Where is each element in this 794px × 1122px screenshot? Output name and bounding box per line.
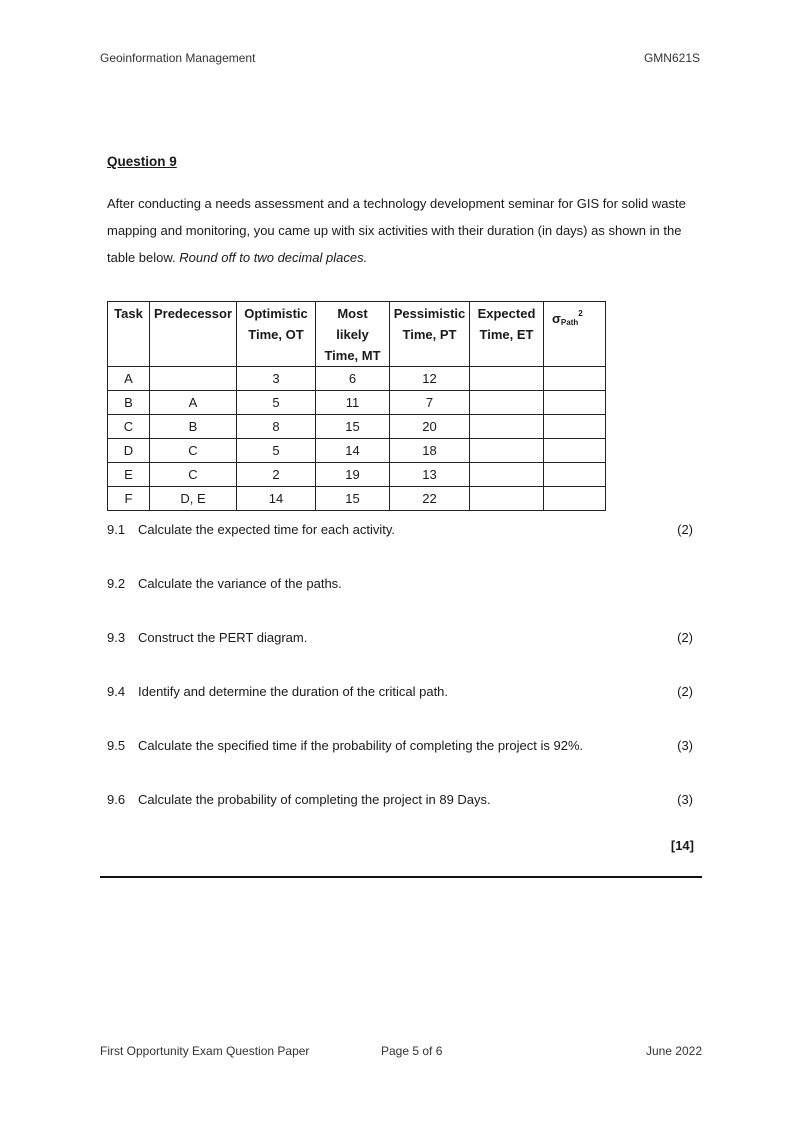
header-optimistic-line2: Time, OT bbox=[248, 327, 304, 342]
subquestion-text: Construct the PERT diagram. bbox=[138, 630, 308, 645]
subquestion-text: Calculate the variance of the paths. bbox=[138, 576, 342, 591]
cell-most-likely: 19 bbox=[316, 463, 390, 487]
header-most-line2: likely bbox=[336, 327, 369, 342]
cell-predecessor: C bbox=[150, 439, 237, 463]
subquestion-marks: (2) bbox=[677, 630, 693, 645]
subquestion-number: 9.2 bbox=[107, 576, 126, 591]
cell-most-likely: 6 bbox=[316, 367, 390, 391]
subquestion-text: Calculate the expected time for each activity. bbox=[138, 522, 395, 537]
subquestion-marks: (2) bbox=[677, 684, 693, 699]
cell-optimistic: 14 bbox=[237, 487, 316, 511]
cell-task: F bbox=[108, 487, 150, 511]
header-expected-line2: Time, ET bbox=[479, 327, 534, 342]
header-predecessor-label: Predecessor bbox=[153, 306, 233, 321]
cell-pessimistic: 12 bbox=[390, 367, 470, 391]
cell-variance bbox=[544, 487, 606, 511]
header-predecessor bbox=[150, 302, 237, 367]
cell-pessimistic: 7 bbox=[390, 391, 470, 415]
cell-most-likely: 15 bbox=[316, 415, 390, 439]
table-row bbox=[108, 415, 606, 439]
cell-task: D bbox=[108, 439, 150, 463]
cell-pessimistic: 18 bbox=[390, 439, 470, 463]
cell-expected bbox=[470, 487, 544, 511]
sigma-superscript: 2 bbox=[578, 309, 583, 318]
subquestion-number: 9.3 bbox=[107, 630, 126, 645]
cell-pessimistic: 13 bbox=[390, 463, 470, 487]
subquestion-text: Calculate the probability of completing the project in 89 Days. bbox=[138, 792, 491, 807]
cell-variance bbox=[544, 391, 606, 415]
header-task-label: Task bbox=[114, 306, 143, 321]
subquestion-number: 9.4 bbox=[107, 684, 126, 699]
cell-expected bbox=[470, 391, 544, 415]
subquestion-9-2 bbox=[107, 576, 693, 591]
footer-date: June 2022 bbox=[645, 1044, 702, 1058]
cell-optimistic: 8 bbox=[237, 415, 316, 439]
table-row bbox=[108, 391, 606, 415]
cell-optimistic: 5 bbox=[237, 439, 316, 463]
cell-task: C bbox=[108, 415, 150, 439]
header-most-line1: Most bbox=[337, 306, 368, 321]
subquestion-number: 9.5 bbox=[107, 738, 126, 753]
intro-text: After conducting a needs assessment and a technology development seminar for GIS for solid waste mapping and monitoring, you came up with six activities with their duration (in days) as shown in the table below. bbox=[107, 196, 686, 265]
cell-task: A bbox=[108, 367, 150, 391]
cell-optimistic: 3 bbox=[237, 367, 316, 391]
subquestion-marks: (3) bbox=[677, 792, 693, 807]
table-row bbox=[108, 439, 606, 463]
section-divider bbox=[100, 876, 702, 878]
subquestion-9-1 bbox=[107, 522, 693, 537]
subquestion-9-5 bbox=[107, 738, 693, 753]
cell-variance bbox=[544, 463, 606, 487]
subquestion-9-4 bbox=[107, 684, 693, 699]
cell-task: B bbox=[108, 391, 150, 415]
cell-predecessor: C bbox=[150, 463, 237, 487]
cell-expected bbox=[470, 415, 544, 439]
subquestion-text: Identify and determine the duration of the critical path. bbox=[138, 684, 449, 699]
header-pessimistic bbox=[390, 302, 470, 367]
cell-expected bbox=[470, 439, 544, 463]
cell-optimistic: 5 bbox=[237, 391, 316, 415]
cell-pessimistic: 20 bbox=[390, 415, 470, 439]
sigma-subscript: Path bbox=[560, 318, 579, 327]
activity-table bbox=[107, 301, 606, 511]
cell-predecessor: A bbox=[150, 391, 237, 415]
cell-variance bbox=[544, 439, 606, 463]
header-expected bbox=[470, 302, 544, 367]
cell-predecessor: D, E bbox=[150, 487, 237, 511]
header-path-variance bbox=[544, 302, 606, 367]
table-row bbox=[108, 487, 606, 511]
cell-most-likely: 15 bbox=[316, 487, 390, 511]
cell-expected bbox=[470, 367, 544, 391]
cell-predecessor: B bbox=[150, 415, 237, 439]
cell-variance bbox=[544, 367, 606, 391]
intro-instruction: Round off to two decimal places. bbox=[179, 250, 368, 265]
question-intro bbox=[107, 190, 699, 271]
table-row bbox=[108, 463, 606, 487]
cell-most-likely: 11 bbox=[316, 391, 390, 415]
footer-page-number: Page 5 of 6 bbox=[381, 1044, 443, 1058]
header-most-likely bbox=[316, 302, 390, 367]
header-most-line3: Time, MT bbox=[324, 348, 381, 363]
cell-variance bbox=[544, 415, 606, 439]
subquestion-number: 9.6 bbox=[107, 792, 126, 807]
subquestion-9-6 bbox=[107, 792, 693, 807]
cell-task: E bbox=[108, 463, 150, 487]
subquestion-marks: (3) bbox=[677, 738, 693, 753]
sigma-symbol: σ bbox=[552, 311, 561, 326]
cell-most-likely: 14 bbox=[316, 439, 390, 463]
footer-exam-name: First Opportunity Exam Question Paper bbox=[100, 1044, 310, 1058]
total-marks: [14] bbox=[670, 838, 694, 853]
header-course-code: GMN621S bbox=[643, 51, 700, 65]
cell-predecessor bbox=[150, 367, 237, 391]
subquestion-marks: (2) bbox=[677, 522, 693, 537]
header-optimistic bbox=[237, 302, 316, 367]
subquestion-number: 9.1 bbox=[107, 522, 126, 537]
header-pessimistic-line2: Time, PT bbox=[402, 327, 457, 342]
header-pessimistic-line1: Pessimistic bbox=[393, 306, 466, 321]
header-task bbox=[108, 302, 150, 367]
subquestion-9-3 bbox=[107, 630, 693, 645]
header-course-title: Geoinformation Management bbox=[100, 51, 256, 65]
header-expected-line1: Expected bbox=[477, 306, 536, 321]
question-title: Question 9 bbox=[107, 154, 177, 169]
cell-pessimistic: 22 bbox=[390, 487, 470, 511]
table-row bbox=[108, 367, 606, 391]
table-header-row bbox=[108, 302, 606, 367]
header-optimistic-line1: Optimistic bbox=[244, 306, 308, 321]
cell-optimistic: 2 bbox=[237, 463, 316, 487]
subquestion-text: Calculate the specified time if the probability of completing the project is 92%. bbox=[138, 738, 584, 753]
cell-expected bbox=[470, 463, 544, 487]
